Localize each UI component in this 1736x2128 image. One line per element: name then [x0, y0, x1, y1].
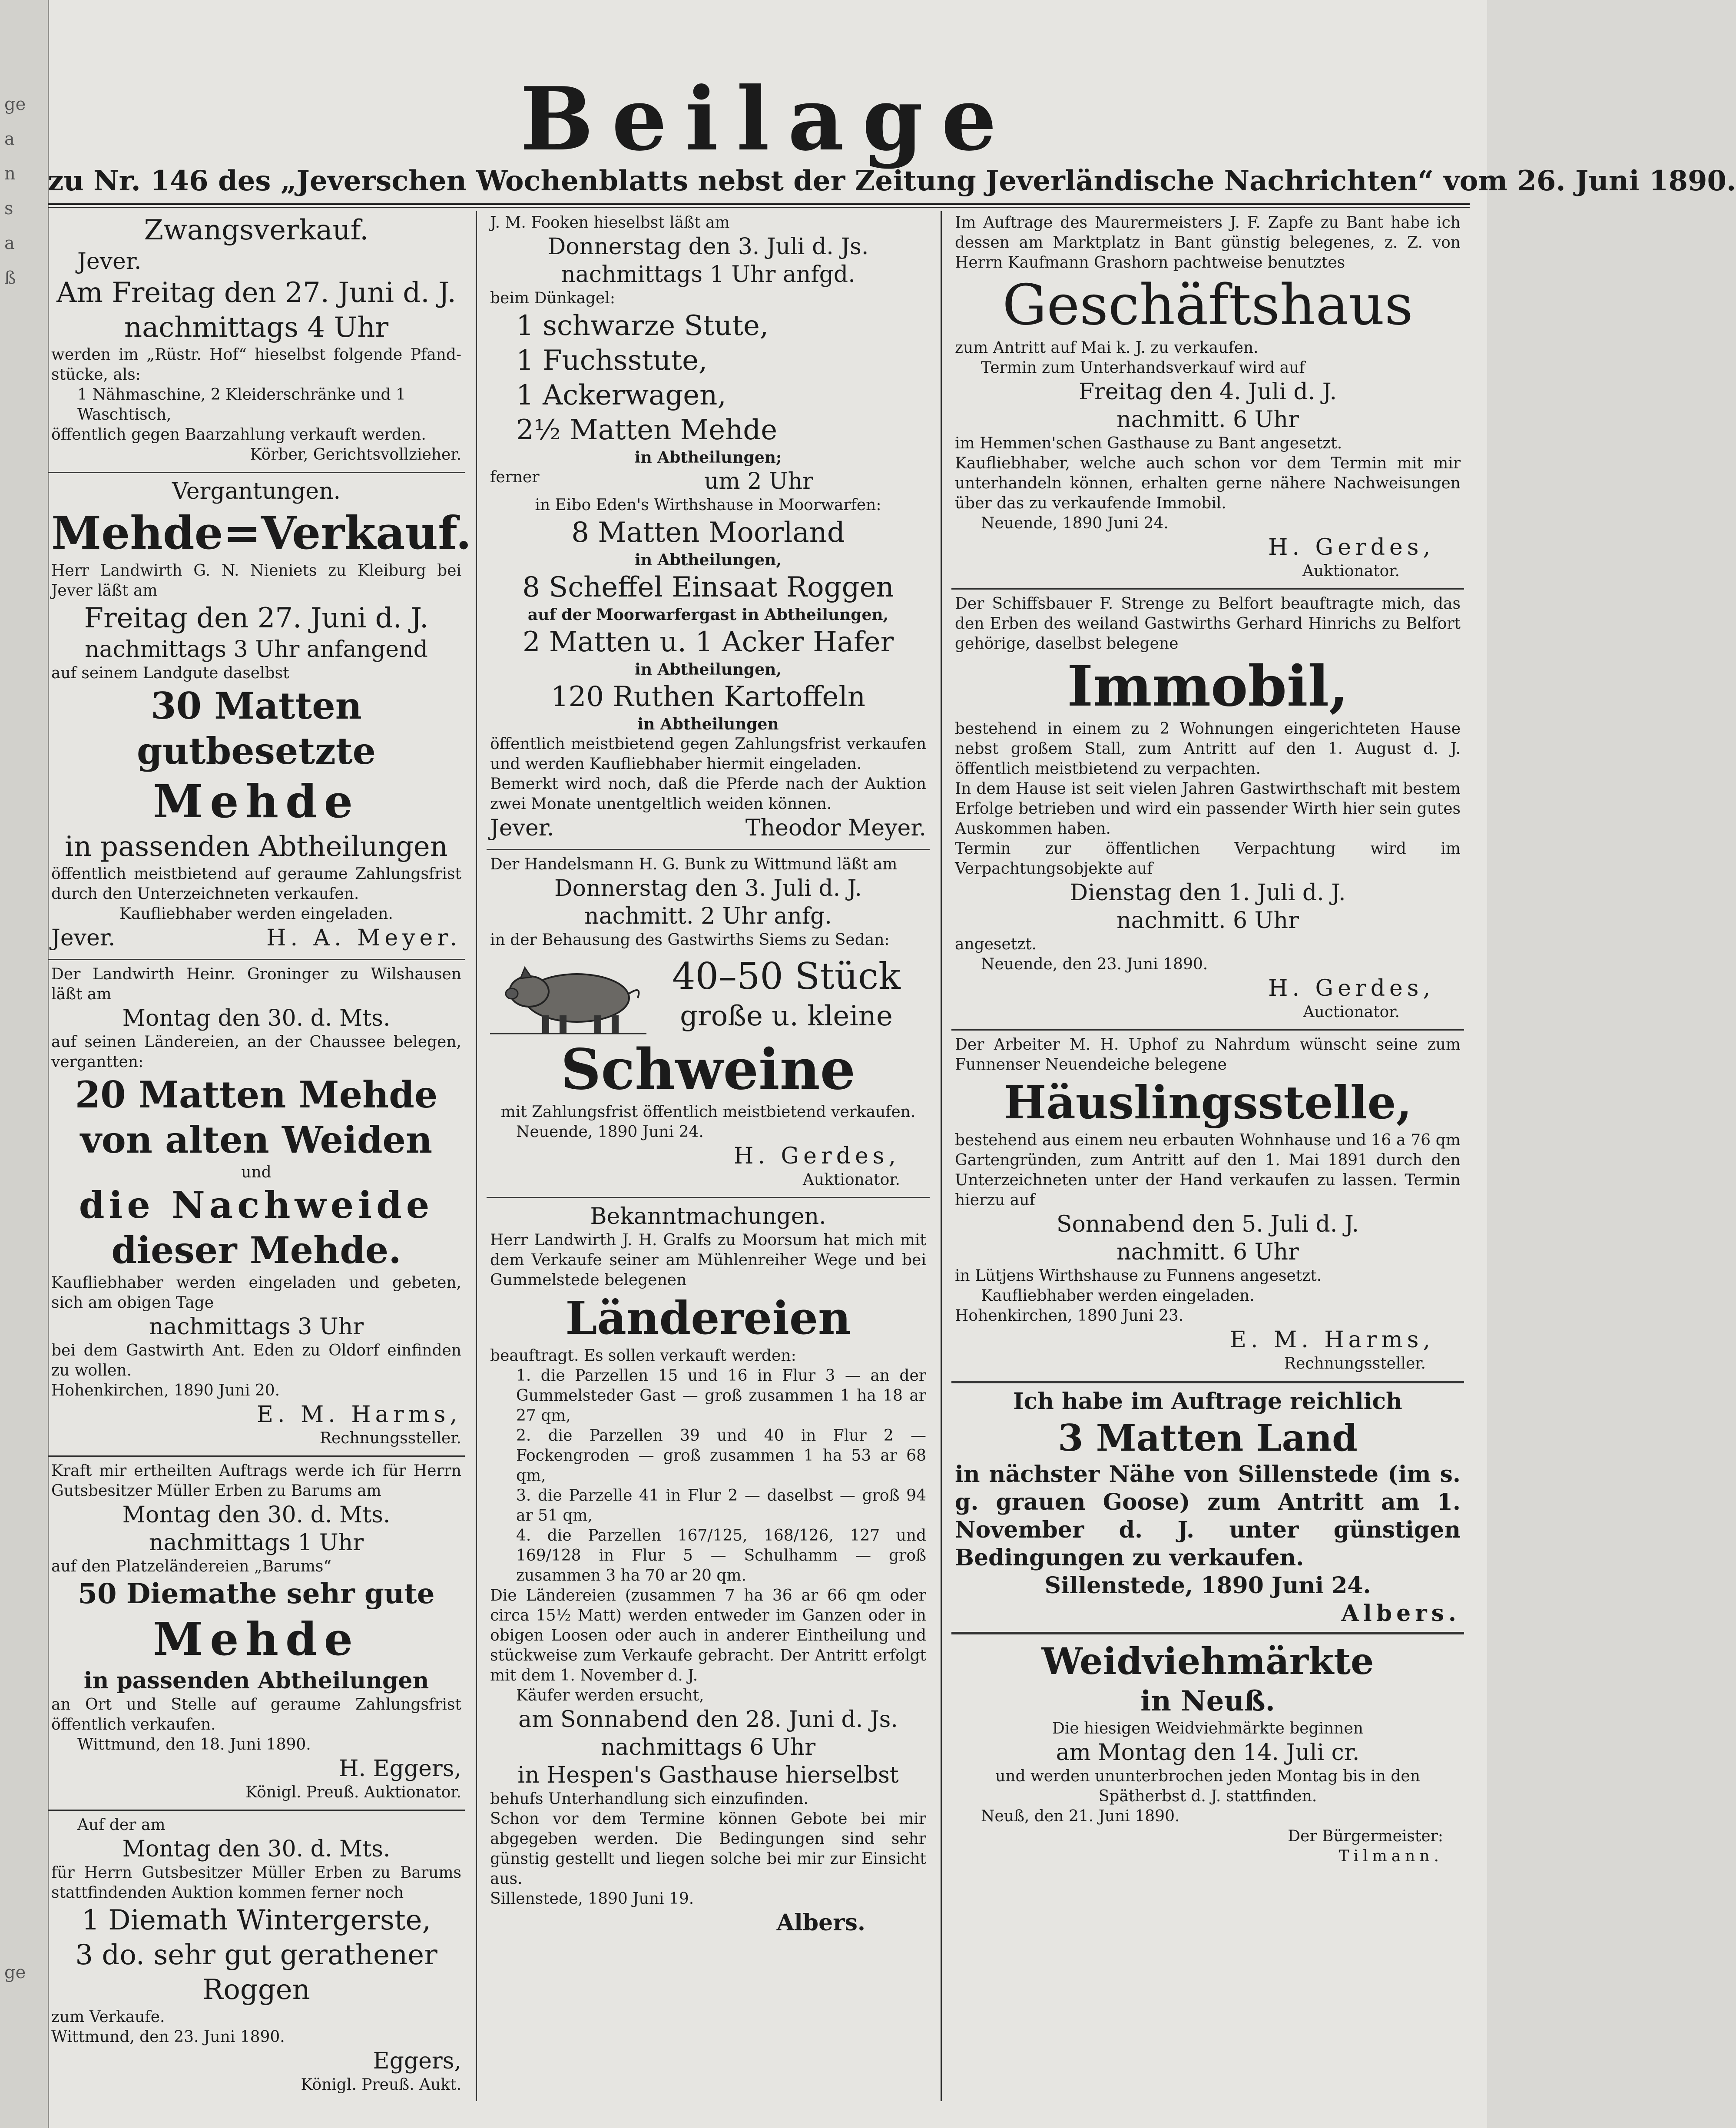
parcel-item: 2. die Parzellen 39 und 40 in Flur 2 — Fockengroden — groß zusammen 1 ha 53 ar 68 qm, [516, 1427, 926, 1485]
ad-fooken [487, 211, 930, 846]
ad-place: in Hespen's Gasthause hierselbst [517, 1762, 899, 1788]
ad-text: auf den Platzeländereien „Barums“ [51, 1558, 331, 1575]
ad-text: im Hemmen'schen Gasthause zu Bant angesetzt. [955, 434, 1342, 452]
ad-text: und werden ununterbrochen jeden Montag bis in den Spätherbst d. J. stattfinden. [995, 1767, 1420, 1805]
ad-text: Der Schiffsbauer F. Strenge zu Belfort beauftragte mich, das den Erben des weiland Gastwirths Gerhard Hinrichs zu Belfort gehörige, daselbst belegene [955, 595, 1461, 653]
ad-title: Immobil, [1067, 654, 1348, 719]
ad-line: auf der Moorwarfergast in Abtheilungen, [527, 606, 889, 624]
ad-place: Jever. [51, 925, 116, 951]
pig-text [646, 954, 926, 1034]
ad-line: 2 Matten u. 1 Acker Hafer [522, 626, 894, 658]
ad-text: auf seinem Landgute daselbst [51, 664, 289, 682]
prev-fragment: s [4, 199, 13, 219]
section-heading: Bekanntmachungen. [590, 1203, 826, 1230]
ad-line: 120 Ruthen Kartoffeln [550, 681, 866, 713]
ad-time: nachmittags 3 Uhr anfangend [85, 636, 428, 663]
ad-line: von alten Weiden [80, 1118, 433, 1161]
ad-date: Dienstag den 1. Juli d. J. [1070, 880, 1346, 906]
ad-separator [951, 1029, 1464, 1031]
ad-text: Kaufliebhaber werden eingeladen. [119, 905, 393, 923]
ad-signature: Körber, Gerichtsvollzieher. [250, 446, 461, 464]
ad-title: Geschäftshaus [1002, 273, 1413, 338]
ad-line: in Abtheilungen; [634, 448, 782, 467]
prev-fragment: ß [4, 268, 16, 288]
ad-line: 3 Matten Land [1058, 1416, 1358, 1459]
ad-signature: E. M. Harms, [1229, 1327, 1435, 1353]
section-heading: Vergantungen. [172, 478, 341, 504]
ad-date: Freitag den 27. Juni d. J. [84, 602, 429, 634]
ad-text: bestehend in einem zu 2 Wohnungen eingerichteten Hause nebst großem Stall, zum Antritt auf den 1. August d. J. öffentlich meistbietend zu verpachten. [955, 720, 1461, 778]
ad-text: Kaufliebhaber werden eingeladen und gebeten, sich am obigen Tage [51, 1274, 461, 1312]
ad-text: Kaufliebhaber werden eingeladen. [981, 1287, 1255, 1305]
ad-line: 1 Fuchsstute, [516, 345, 708, 377]
ad-text: in Eibo Eden's Wirthshause in Moorwarfen: [535, 496, 881, 514]
ad-text: Schon vor dem Termine können Gebote bei mir abgegeben werden. Die Bedingungen sind sehr günstig gestellt und liegen solche bei mir zur Einsicht aus. [490, 1810, 926, 1888]
ad-text: Termin zur öffentlichen Verpachtung wird im Verpachtungsobjekte auf [955, 840, 1461, 878]
header-rule [48, 203, 1470, 208]
ad-dateline: Neuß, den 21. Juni 1890. [981, 1807, 1180, 1825]
ad-weidviehmaerkte [951, 1637, 1464, 1871]
ad-line: in passenden Abtheilungen [65, 831, 448, 863]
ad-text: in der Behausung des Gastwirths Siems zu Sedan: [490, 931, 890, 949]
ad-title: Häuslingsstelle, [1004, 1076, 1412, 1129]
ad-signature: Albers. [776, 1909, 865, 1936]
ad-separator [951, 1632, 1464, 1634]
ad-signature: H. A. Meyer. [266, 925, 461, 951]
column-3 [951, 211, 1464, 2101]
ad-separator [48, 472, 465, 473]
ad-text: Käufer werden ersucht, [516, 1687, 704, 1704]
ad-time: nachmitt. 6 Uhr [1116, 1239, 1299, 1265]
ad-place: Jever. [77, 249, 142, 275]
ad-time: nachmittags 3 Uhr [149, 1314, 364, 1340]
ad-signature: Albers. [1341, 1600, 1461, 1627]
ad-text: an Ort und Stelle auf geraume Zahlungsfrist öffentlich verkaufen. [51, 1696, 461, 1734]
ad-text: Der Arbeiter M. H. Uphof zu Nahrdum wünscht seine zum Funnenser Neuendeiche belegene [955, 1036, 1461, 1074]
ad-line: 1 Diemath Wintergerste, [82, 1904, 431, 1936]
ad-text: beauftragt. Es sollen verkauft werden: [490, 1347, 796, 1365]
ad-text: öffentlich meistbietend gegen Zahlungsfrist verkaufen und werden Kaufliebhaber hiermit eingeladen. [490, 735, 926, 773]
ad-text: In dem Hause ist seit vielen Jahren Gastwirthschaft mit bestem Erfolge betrieben und wird ein passender Wirth hier sein gutes Auskommen haben. [955, 780, 1461, 838]
ad-date: Sonnabend den 5. Juli d. J. [1056, 1211, 1359, 1237]
ad-line: 20 Matten Mehde [75, 1073, 438, 1116]
ad-time: nachmitt. 6 Uhr [1116, 908, 1299, 934]
prev-fragment: n [4, 164, 16, 184]
ad-signature: E. M. Harms, [256, 1402, 461, 1428]
ad-mehde-verkauf [48, 476, 472, 956]
ad-line: die Nachweide [79, 1183, 434, 1226]
ad-dateline: Wittmund, den 23. Juni 1890. [51, 2028, 285, 2046]
ad-footer [51, 924, 461, 952]
ad-time: nachmitt. 2 Uhr anfg. [584, 903, 832, 929]
ad-row [490, 467, 926, 495]
ad-text: beim Dünkagel: [490, 289, 615, 307]
ad-time: nachmittags 6 Uhr [600, 1734, 816, 1760]
ad-bunk [487, 853, 930, 1194]
ad-line: 1 schwarze Stute, [516, 310, 769, 342]
ad-time: nachmittags 1 Uhr anfgd. [561, 262, 855, 288]
ad-text: Herr Landwirth J. H. Gralfs zu Moorsum hat mich mit dem Verkaufe seiner am Mühlenreiher Wege und bei Gummelstede belegenen [490, 1231, 926, 1289]
ad-text: Der Handelsmann H. G. Bunk zu Wittmund läßt am [490, 855, 898, 873]
ad-text: Im Auftrage des Maurermeisters J. F. Zapfe zu Bant habe ich dessen am Marktplatz in Bant günstig belegenes, z. Z. von Herrn Kaufmann Grashorn pachtweise benutztes [955, 214, 1461, 272]
ad-immobil [951, 592, 1464, 1027]
ad-dateline: Hohenkirchen, 1890 Juni 20. [51, 1382, 280, 1399]
ad-line: 8 Scheffel Einsaat Roggen [522, 571, 894, 603]
ad-date: am Sonnabend den 28. Juni d. Js. [518, 1707, 898, 1733]
prev-fragment: a [4, 233, 15, 253]
ad-signature-role: Rechnungssteller. [319, 1429, 461, 1447]
ad-signature-role: Tilmann. [1338, 1847, 1443, 1865]
ad-line: 3 do. sehr gut gerathener [75, 1939, 437, 1971]
ad-signature: H. Gerdes, [734, 1143, 900, 1169]
ad-dateline: Neuende, 1890 Juni 24. [516, 1123, 704, 1141]
column-1 [48, 211, 472, 2101]
ad-line: 8 Matten Moorland [571, 517, 845, 549]
ad-geschaeftshaus [951, 211, 1464, 586]
ad-text: in Lütjens Wirthshause zu Funnens angesetzt. [955, 1267, 1322, 1285]
ad-text: Auf der am [77, 1816, 166, 1834]
ad-signature-role: Königl. Preuß. Aukt. [301, 2076, 461, 2094]
ad-text: Termin zum Unterhandsverkauf wird auf [981, 359, 1305, 377]
ad-date: Montag den 30. d. Mts. [122, 1005, 391, 1031]
ad-title: Zwangsverkauf. [144, 214, 369, 246]
ad-dateline: Neuende, 1890 Juni 24. [981, 514, 1169, 532]
ad-date: Donnerstag den 3. Juli d. Js. [547, 234, 869, 260]
ad-text: zum Antritt auf Mai k. J. zu verkaufen. [955, 339, 1259, 357]
ad-separator [951, 588, 1464, 590]
ad-text: mit Zahlungsfrist öffentlich meistbietend verkaufen. [500, 1103, 916, 1121]
ad-title: Mehde=Verkauf. [51, 506, 472, 560]
pig-row [490, 950, 926, 1037]
ad-signature-role: Auktionator. [802, 1171, 900, 1189]
ad-line: in passenden Abtheilungen [83, 1667, 429, 1694]
ad-line: Mehde [153, 775, 360, 828]
ad-text: ferner [490, 468, 540, 486]
ad-eggers-2 [48, 1813, 465, 2099]
prev-fragment: a [4, 129, 15, 149]
ad-separator [48, 1810, 465, 1811]
ad-signature: H. Eggers, [339, 1756, 461, 1782]
ad-line: 30 Matten gutbesetzte [136, 684, 376, 772]
ad-signature: Der Bürgermeister: [1288, 1827, 1443, 1845]
ad-text: angesetzt. [955, 935, 1037, 953]
ad-line: Ich habe im Auftrage reichlich [1013, 1388, 1402, 1415]
ad-separator [48, 959, 465, 960]
ad-line: in Abtheilungen, [635, 660, 782, 679]
ad-text: Bemerkt wird noch, daß die Pferde nach der Auktion zwei Monate unentgeltlich weiden können. [490, 775, 926, 813]
ad-subtitle: in Neuß. [1140, 1685, 1275, 1717]
ad-dateline: Hohenkirchen, 1890 Juni 23. [955, 1307, 1184, 1325]
ad-text: Die Ländereien (zusammen 7 ha 36 ar 66 qm oder circa 15½ Matt) werden entweder im Ganzen oder in obigen Loosen oder auch in anderer Eintheilung und stückweise zum Verkaufe gebracht. Der Antritt erfolgt mit dem 1. November d. J. [490, 1587, 926, 1684]
ad-dateline: Sillenstede, 1890 Juni 24. [1044, 1572, 1371, 1599]
prev-fragment: ge [4, 94, 26, 114]
page-subtitle: zu Nr. 146 des „Jeverschen Wochenblatts nebst der Zeitung Jeverländische Nachrichten“ vom 26. Juni 1890. [48, 165, 1736, 197]
ad-text: Der Landwirth Heinr. Groninger zu Wilshausen läßt am [51, 965, 461, 1003]
ad-signature-role: Auktionator. [1302, 562, 1400, 580]
ad-separator [487, 849, 930, 850]
ad-signature: H. Gerdes, [1268, 975, 1435, 1001]
ad-text: behufs Unterhandlung sich einzufinden. [490, 1790, 808, 1808]
ad-date: Donnerstag den 3. Juli d. J. [554, 875, 862, 902]
ad-text: Kaufliebhaber, welche auch schon vor dem Termin mit mir unterhandeln können, erhalten gerne nähere Nachweisungen über das zu verkaufende Immobil. [955, 454, 1461, 512]
ad-text: bestehend aus einem neu erbauten Wohnhause und 16 a 76 qm Gartengründen, zum Antritt auf den 1. Mai 1891 durch den Unterzeichneten unter der Hand verkaufen zu lassen. Termin hierzu auf [955, 1131, 1461, 1209]
ad-haeuslingsstelle [951, 1033, 1464, 1378]
ad-line: dieser Mehde. [111, 1229, 401, 1272]
ad-signature-role: Rechnungssteller. [1284, 1355, 1426, 1372]
ad-line: 40–50 Stück [672, 955, 901, 998]
ad-text: Die hiesigen Weidviehmärkte beginnen [1052, 1720, 1363, 1737]
ad-line: Roggen [202, 1974, 310, 2006]
ad-text: zum Verkaufe. [51, 2008, 165, 2026]
ad-line: große u. kleine [680, 1000, 893, 1032]
ad-line: in nächster Nähe von Sillenstede (im s. g. grauen Goose) zum Antritt am 1. November d. J. unter günstigen Bedingungen zu verkaufen. [955, 1461, 1461, 1571]
column-2 [487, 211, 930, 2101]
page-title: Beilage [520, 68, 1015, 170]
parcel-item: 1. die Parzellen 15 und 16 in Flur 3 — an der Gummelsteder Gast — groß zusammen 1 ha 18 ar 27 qm, [516, 1367, 926, 1425]
ad-signature: Eggers, [373, 2048, 461, 2074]
ad-title: Weidviehmärkte [1041, 1640, 1374, 1683]
ad-date: am Montag den 14. Juli cr. [1056, 1740, 1360, 1766]
ad-text: Herr Landwirth G. N. Nieniets zu Kleiburg bei Jever läßt am [51, 562, 461, 600]
sheet [48, 0, 1736, 2128]
ad-text: für Herrn Gutsbesitzer Müller Erben zu Barums stattfindenden Auktion kommen ferner noch [51, 1864, 461, 1902]
ad-line: 2½ Matten Mehde [516, 414, 778, 446]
ad-text: Kraft mir ertheilten Auftrags werde ich für Herrn Gutsbesitzer Müller Erben zu Barums am [51, 1462, 461, 1500]
ad-line: 1 Ackerwagen, [516, 379, 726, 411]
ad-text: werden im „Rüstr. Hof“ hieselbst folgende Pfand-stücke, als: [51, 346, 461, 384]
ad-date: Montag den 30. d. Mts. [122, 1836, 391, 1862]
ad-time: nachmittags 4 Uhr [124, 312, 389, 344]
ad-line: und [241, 1163, 272, 1181]
previous-page-edge [0, 0, 49, 2128]
column-divider [476, 211, 477, 2101]
ad-dateline: Sillenstede, 1890 Juni 19. [490, 1890, 694, 1908]
ad-separator [48, 1455, 465, 1457]
ad-items: 1 Nähmaschine, 2 Kleiderschränke und 1 Waschtisch, [77, 386, 406, 424]
ad-title: Ländereien [565, 1291, 851, 1345]
ad-time: nachmittags 1 Uhr [149, 1530, 364, 1556]
ad-matten-land [951, 1386, 1464, 1629]
ad-line: Mehde [153, 1612, 360, 1666]
prev-fragment: ge [4, 1962, 26, 1982]
ad-date: Freitag den 4. Juli d. J. [1078, 379, 1337, 405]
ad-groninger [48, 963, 465, 1453]
ad-signature: Theodor Meyer. [745, 815, 926, 841]
ad-title: Schweine [560, 1037, 856, 1102]
ad-signature-role: Auctionator. [1303, 1003, 1400, 1021]
ad-time: nachmitt. 6 Uhr [1116, 407, 1299, 433]
ad-dateline: Wittmund, den 18. Juni 1890. [77, 1736, 311, 1753]
ad-text: öffentlich meistbietend auf geraume Zahlungsfrist durch den Unterzeichneten verkaufen. [51, 865, 461, 903]
ad-zwangsverkauf [48, 211, 465, 469]
ad-time: um 2 Uhr [704, 468, 813, 494]
parcel-item: 3. die Parzelle 41 in Flur 2 — daselbst — groß 94 ar 51 qm, [516, 1487, 926, 1525]
ad-text: auf seinen Ländereien, an der Chaussee belegen, vergantten: [51, 1033, 461, 1071]
ad-line: in Abtheilungen, [635, 551, 782, 569]
ad-text: bei dem Gastwirth Ant. Eden zu Oldorf einfinden zu wollen. [51, 1342, 461, 1379]
ad-text: J. M. Fooken hieselbst läßt am [490, 214, 730, 232]
ad-eggers [48, 1459, 465, 1807]
ad-separator [951, 1381, 1464, 1383]
ad-place: Jever. [490, 815, 554, 841]
ad-line: in Abtheilungen [637, 715, 779, 733]
pig-illustration-icon [490, 950, 646, 1037]
ad-footer [490, 814, 926, 842]
parcel-item: 4. die Parzellen 167/125, 168/126, 127 und 169/128 in Flur 5 — Schulhamm — groß zusammen 3 ha 70 ar 20 qm. [516, 1527, 926, 1584]
ad-signature: H. Gerdes, [1268, 534, 1435, 560]
ad-date: Montag den 30. d. Mts. [122, 1502, 391, 1528]
ad-date: Am Freitag den 27. Juni d. J. [56, 277, 456, 309]
ad-text: öffentlich gegen Baarzahlung verkauft werden. [51, 426, 426, 444]
ad-signature-role: Königl. Preuß. Auktionator. [245, 1783, 461, 1801]
ad-line: 50 Diemathe sehr gute [78, 1578, 435, 1610]
ad-separator [487, 1197, 930, 1198]
ad-dateline: Neuende, den 23. Juni 1890. [981, 955, 1208, 973]
column-divider [941, 211, 942, 2101]
ad-laendereien [487, 1201, 930, 1941]
